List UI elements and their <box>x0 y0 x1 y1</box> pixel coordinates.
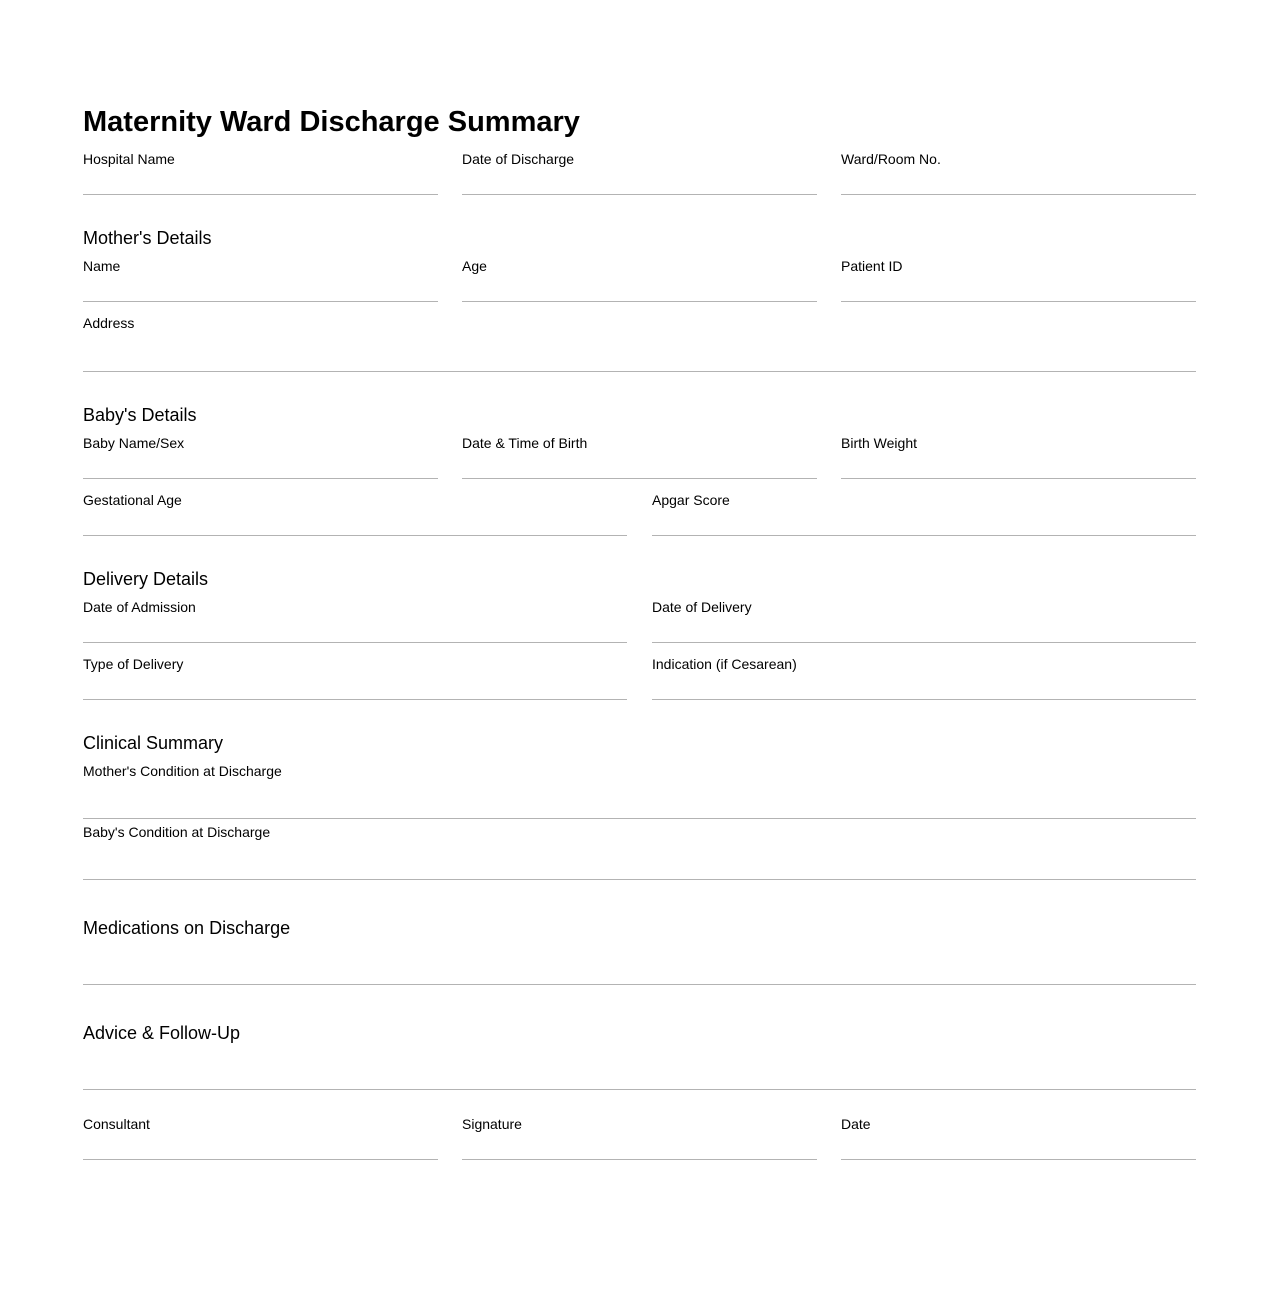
ward-room-no-label: Ward/Room No. <box>841 151 941 167</box>
signature-input[interactable] <box>462 1132 817 1160</box>
delivery-type-input[interactable] <box>83 672 627 700</box>
date-of-discharge-label: Date of Discharge <box>462 151 575 167</box>
section-advice-follow-up: Advice & Follow-Up <box>83 1023 241 1043</box>
field-apgar-score <box>652 492 1196 536</box>
baby-condition-label: Baby's Condition at Discharge <box>83 824 271 840</box>
address-input[interactable] <box>83 331 1196 372</box>
field-baby-name-sex <box>83 435 438 479</box>
baby-fields-row-1 <box>83 435 1196 479</box>
consultant-label: Consultant <box>83 1116 150 1132</box>
ward-room-no-input[interactable] <box>841 167 1196 195</box>
field-date <box>841 1116 1196 1160</box>
date-input[interactable] <box>841 1132 1196 1160</box>
patient-id-label: Patient ID <box>841 258 903 274</box>
field-admission-date <box>83 599 627 643</box>
delivery-date-input[interactable] <box>652 615 1196 643</box>
date-label: Date <box>841 1116 871 1132</box>
mother-age-input[interactable] <box>462 274 817 302</box>
hospital-name-input[interactable] <box>83 167 438 195</box>
top-fields-row <box>83 151 1196 195</box>
field-mother-age <box>462 258 817 302</box>
mother-fields-row <box>83 258 1196 302</box>
mother-condition-label: Mother's Condition at Discharge <box>83 763 282 779</box>
baby-condition-input[interactable] <box>83 840 1196 880</box>
baby-name-sex-input[interactable] <box>83 451 438 479</box>
birth-weight-label: Birth Weight <box>841 435 917 451</box>
field-signature <box>462 1116 817 1160</box>
admission-date-label: Date of Admission <box>83 599 196 615</box>
delivery-fields-row-1 <box>83 599 1196 643</box>
baby-name-sex-label: Baby Name/Sex <box>83 435 185 451</box>
field-ward-room-no <box>841 151 1196 195</box>
field-hospital-name <box>83 151 438 195</box>
section-clinical-summary: Clinical Summary <box>83 733 224 753</box>
advice-input[interactable] <box>83 1089 1196 1090</box>
mother-name-label: Name <box>83 258 121 274</box>
field-indication <box>652 656 1196 700</box>
gestational-age-input[interactable] <box>83 508 627 536</box>
medications-input[interactable] <box>83 984 1196 985</box>
section-mothers-details: Mother's Details <box>83 228 212 248</box>
field-baby-condition <box>83 824 1196 880</box>
field-consultant <box>83 1116 438 1160</box>
address-label: Address <box>83 315 135 331</box>
birth-datetime-input[interactable] <box>462 451 817 479</box>
field-gestational-age <box>83 492 627 536</box>
date-of-discharge-input[interactable] <box>462 167 817 195</box>
field-birth-datetime <box>462 435 817 479</box>
field-date-of-discharge <box>462 151 817 195</box>
field-patient-id <box>841 258 1196 302</box>
field-mother-name <box>83 258 438 302</box>
mother-age-label: Age <box>462 258 487 274</box>
section-babys-details: Baby's Details <box>83 405 197 425</box>
indication-label: Indication (if Cesarean) <box>652 656 797 672</box>
admission-date-input[interactable] <box>83 615 627 643</box>
mother-condition-input[interactable] <box>83 779 1196 819</box>
delivery-type-label: Type of Delivery <box>83 656 184 672</box>
delivery-fields-row-2 <box>83 656 1196 700</box>
signoff-row <box>83 1116 1196 1160</box>
delivery-date-label: Date of Delivery <box>652 599 752 615</box>
section-medications: Medications on Discharge <box>83 918 291 938</box>
field-delivery-date <box>652 599 1196 643</box>
gestational-age-label: Gestational Age <box>83 492 182 508</box>
apgar-score-label: Apgar Score <box>652 492 730 508</box>
birth-weight-input[interactable] <box>841 451 1196 479</box>
signature-label: Signature <box>462 1116 522 1132</box>
consultant-input[interactable] <box>83 1132 438 1160</box>
mother-name-input[interactable] <box>83 274 438 302</box>
apgar-score-input[interactable] <box>652 508 1196 536</box>
field-address <box>83 315 1196 372</box>
birth-datetime-label: Date & Time of Birth <box>462 435 588 451</box>
field-mother-condition <box>83 763 1196 819</box>
patient-id-input[interactable] <box>841 274 1196 302</box>
field-delivery-type <box>83 656 627 700</box>
page-title: Maternity Ward Discharge Summary <box>83 106 580 138</box>
baby-fields-row-2 <box>83 492 1196 536</box>
hospital-name-label: Hospital Name <box>83 151 175 167</box>
field-birth-weight <box>841 435 1196 479</box>
section-delivery-details: Delivery Details <box>83 569 209 589</box>
indication-input[interactable] <box>652 672 1196 700</box>
